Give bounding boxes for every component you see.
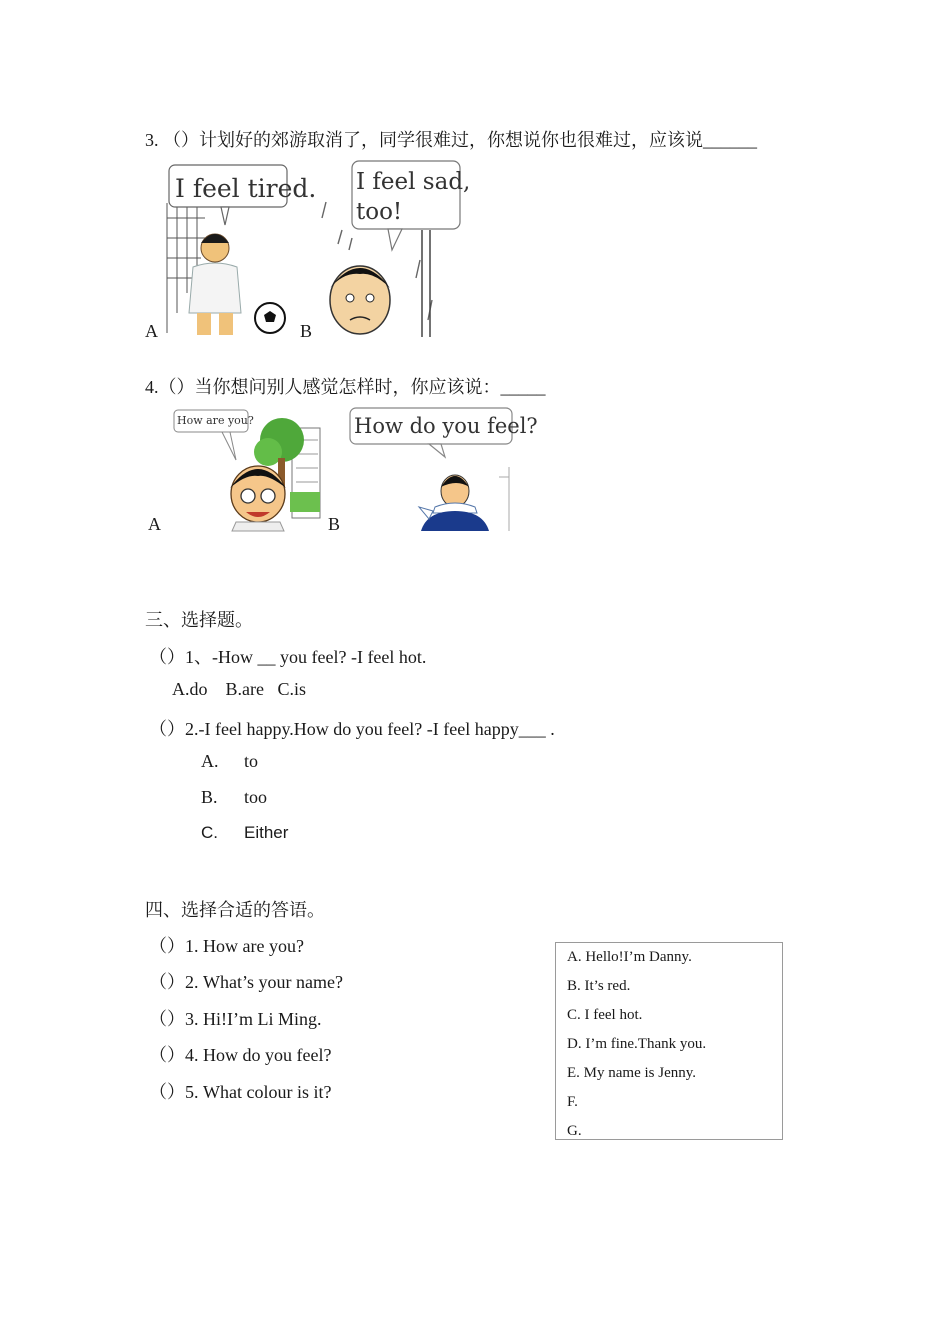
s3-q2-option-b-text: too: [244, 787, 268, 807]
q3-question-text: 计划好的郊游取消了，同学很难过，你想说你也很难过，应该说: [199, 130, 703, 150]
answer-option-d: D. I’m fine.Thank you.: [567, 1036, 707, 1052]
q4-option-a-label: A: [148, 514, 161, 534]
s4-q1-text: 1. How are you?: [185, 936, 304, 956]
s4-question-2: [149, 968, 343, 994]
s3-q2-option-a[interactable]: [201, 751, 258, 772]
q4-option-b-image[interactable]: [349, 407, 538, 531]
boy-tired-illustration: [165, 163, 317, 337]
q3-bubble-b-line1: I feel sad,: [356, 169, 471, 195]
s3-q2-line: [149, 715, 555, 741]
s4-q4-text: 4. How do you feel?: [185, 1045, 332, 1065]
q3-option-b-image[interactable]: [322, 160, 471, 337]
q3-number: 3.: [145, 130, 159, 150]
s3-q2-option-a-text: to: [244, 751, 259, 771]
q4-line: [145, 373, 546, 399]
q3-answer-blank[interactable]: ______: [703, 130, 757, 150]
s4-q2-answer-paren[interactable]: （）: [149, 972, 185, 992]
s3-q1-answer-paren[interactable]: （）: [149, 647, 185, 667]
s3-q1-text: 1、-How __ you feel? -I feel hot.: [185, 647, 427, 667]
q4-bubble-b-text: How do you feel?: [354, 414, 538, 438]
answer-option-b: B. It’s red.: [567, 978, 631, 994]
s3-q2-option-b-letter: B.: [201, 787, 218, 807]
q3-answer-paren[interactable]: （）: [163, 130, 199, 150]
s4-q1-answer-paren[interactable]: （）: [149, 936, 185, 956]
answer-option-g: G.: [567, 1123, 582, 1139]
s4-q3-answer-paren[interactable]: （）: [149, 1009, 185, 1029]
q4-option-a-image[interactable]: [172, 408, 320, 531]
answer-option-c: C. I feel hot.: [567, 1007, 643, 1023]
boy-glasses-illustration: [172, 408, 320, 531]
boy-scarf-illustration: [349, 407, 538, 531]
q4-number: 4.: [145, 377, 159, 397]
s3-q2-option-c[interactable]: [201, 823, 288, 843]
glasses-icon: [241, 489, 255, 503]
s3-q2-option-a-letter: A.: [201, 751, 219, 771]
q3-option-a-image[interactable]: [165, 163, 317, 337]
q4-answer-blank[interactable]: _____: [500, 377, 546, 397]
q4-question-text: 当你想问别人感觉怎样时，你应该说：: [194, 377, 501, 397]
s3-q2-option-c-letter: C.: [201, 823, 218, 842]
s4-question-3: [149, 1005, 322, 1031]
s3-q2-text: 2.-I feel happy.How do you feel? -I feel happy___ .: [185, 719, 555, 739]
answer-option-a: A. Hello!I’m Danny.: [567, 949, 692, 965]
section4-heading: 四、选择合适的答语。: [145, 900, 325, 920]
s3-q2-option-b[interactable]: [201, 787, 267, 808]
answer-options-box[interactable]: [555, 942, 783, 1140]
q3-line: [145, 126, 757, 152]
section3-heading: 三、选择题。: [145, 610, 253, 630]
s4-q5-answer-paren[interactable]: （）: [149, 1082, 185, 1102]
s3-q2-answer-paren[interactable]: （）: [149, 719, 185, 739]
answer-option-e: E. My name is Jenny.: [567, 1065, 697, 1081]
q4-answer-paren[interactable]: （）: [158, 377, 195, 397]
s3-q1-line: [149, 643, 426, 669]
answer-option-f: F.: [567, 1094, 578, 1110]
s4-q3-text: 3. Hi!I’m Li Ming.: [185, 1009, 322, 1029]
q3-bubble-a-text: I feel tired.: [175, 174, 317, 203]
s4-question-4: [149, 1041, 331, 1067]
s3-q1-options: A.do B.are C.is: [172, 679, 306, 699]
q3-bubble-b-line2: too!: [356, 199, 403, 225]
boy-sad-illustration: [322, 160, 471, 337]
q4-option-b-label: B: [328, 514, 341, 534]
s3-q2-option-c-text: Either: [244, 823, 289, 842]
q3-option-b-label: B: [300, 321, 313, 341]
s4-q4-answer-paren[interactable]: （）: [149, 1045, 185, 1065]
s4-question-1: [149, 932, 304, 958]
s4-q2-text: 2. What’s your name?: [185, 972, 343, 992]
s4-q5-text: 5. What colour is it?: [185, 1082, 332, 1102]
s4-question-5: [149, 1078, 331, 1104]
q4-bubble-a-text: How are you?: [177, 414, 254, 427]
q3-option-a-label: A: [145, 321, 158, 341]
